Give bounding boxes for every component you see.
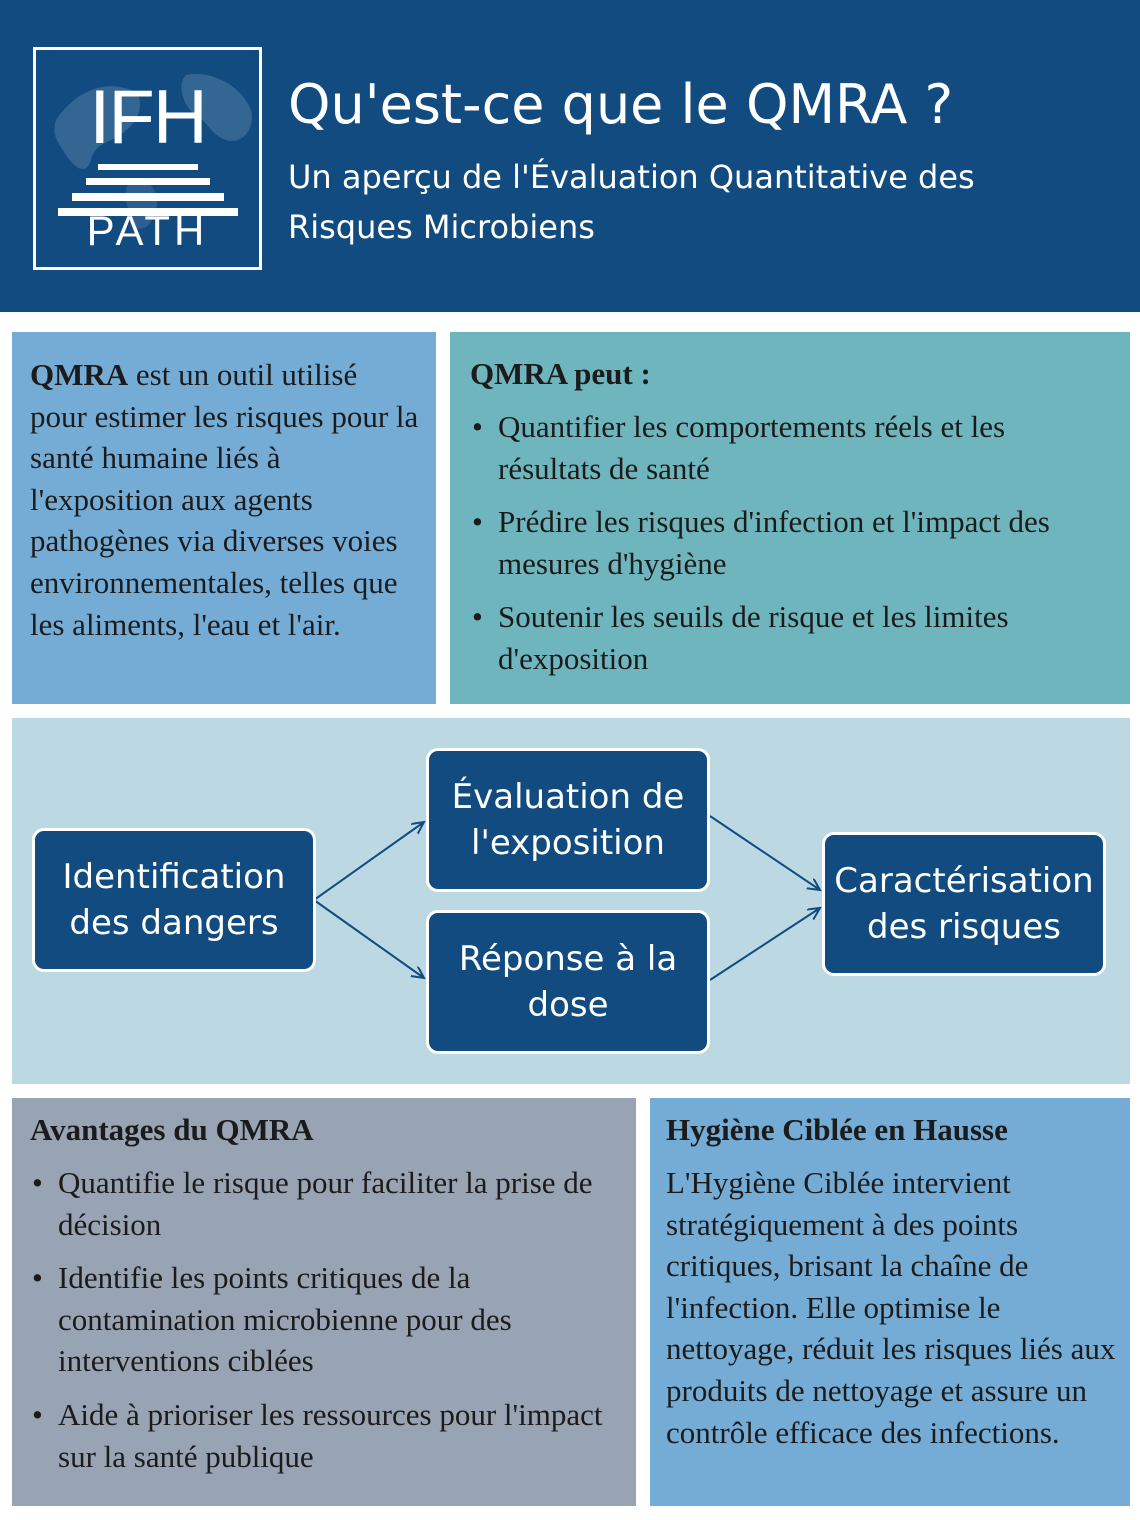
definition-term: QMRA: [30, 357, 129, 392]
targeted-hygiene-panel: [650, 1098, 1130, 1506]
advantages-panel: [12, 1098, 636, 1506]
advantages-title: Avantages du QMRA: [30, 1112, 314, 1147]
list-item: • Quantifier les comportements réels et les résultats de santé: [470, 406, 1110, 489]
process-flow: [12, 718, 1130, 1084]
advantages-list: [30, 1162, 622, 1477]
hygiene-title: Hygiène Ciblée en Hausse: [666, 1112, 1008, 1147]
logo-path-text: PATH: [86, 207, 209, 254]
arrow-exposure-to-risk: [710, 816, 820, 890]
page-title: Qu'est-ce que le QMRA ?: [288, 73, 954, 136]
capabilities-title: QMRA peut :: [470, 356, 651, 391]
definition-panel: [12, 332, 436, 704]
list-item: • Soutenir les seuils de risque et les limites d'exposition: [470, 596, 1110, 679]
arrow-dose-to-risk: [710, 908, 820, 980]
arrow-to-exposure: [314, 822, 424, 900]
capabilities-list: [470, 406, 1110, 680]
hazard-identification-box: Identification des dangers: [32, 828, 316, 972]
logo-ifh-text: IFH: [89, 75, 206, 160]
ifh-path-logo: [33, 47, 262, 270]
page-subtitle: Un aperçu de l'Évaluation Quantitative des Risques Microbiens: [288, 158, 975, 246]
list-item: • Aide à prioriser les ressources pour l'impact sur la santé publique: [30, 1394, 622, 1477]
capabilities-panel: [450, 332, 1130, 704]
list-item: • Identifie les points critiques de la contamination microbienne pour des interventions ciblées: [30, 1257, 622, 1382]
definition-text: est un outil utilisé pour estimer les risques pour la santé humaine liés à l'exposition aux agents pathogènes via diverses voies environnementales, telles que les aliments, l'eau et l'air.: [30, 357, 419, 642]
risk-characterization-box: Caractérisation des risques: [822, 832, 1106, 976]
list-item: • Quantifie le risque pour faciliter la prise de décision: [30, 1162, 622, 1245]
header-banner: [0, 0, 1140, 312]
list-item: • Prédire les risques d'infection et l'impact des mesures d'hygiène: [470, 501, 1110, 584]
dose-response-box: Réponse à la dose: [426, 910, 710, 1054]
hygiene-text: L'Hygiène Ciblée intervient stratégiquement à des points critiques, brisant la chaîne de l'infection. Elle optimise le nettoyage, réduit les risques liés aux produits de nettoyage et assure un contrôle efficace des infections.: [666, 1165, 1116, 1450]
exposure-assessment-box: Évaluation de l'exposition: [426, 748, 710, 892]
arrow-to-dose-response: [314, 900, 424, 978]
